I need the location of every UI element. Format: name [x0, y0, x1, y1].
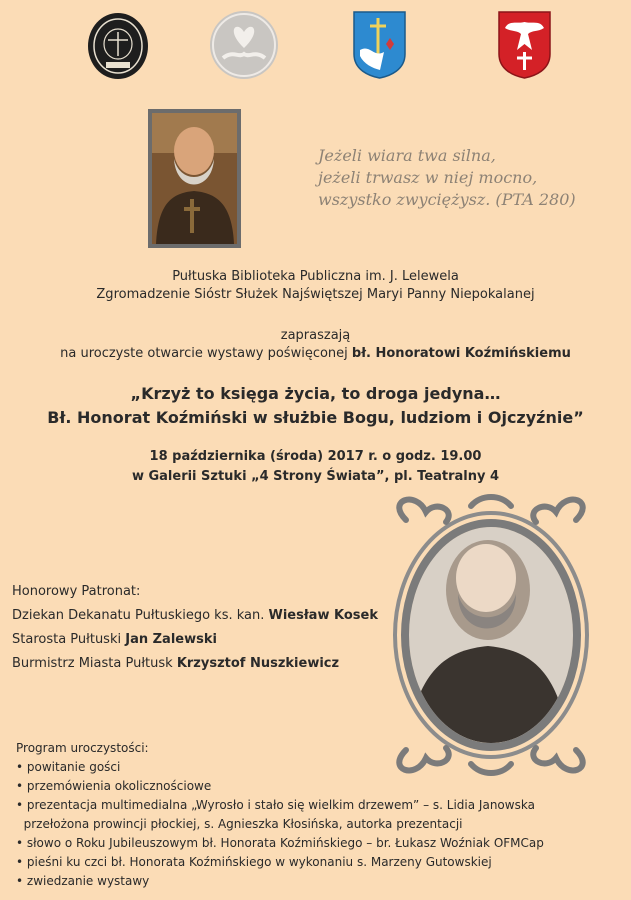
program-item-continuation: przełożona prowincji płockiej, s. Agnieszka Kłosińska, autorka prezentacji	[16, 817, 463, 831]
patron-title: Starosta Pułtuski	[12, 632, 126, 647]
blue-coat-of-arms-logo	[352, 10, 407, 80]
institution-seal-logo	[86, 10, 150, 80]
quote	[318, 145, 576, 211]
oval-portrait-frame	[376, 490, 606, 780]
program-item: • pieśni ku czci bł. Honorata Koźmińskiego w wykonaniu s. Marzeny Gutowskiej	[16, 855, 492, 869]
title-line: „Krzyż to księga życia, to droga jedyna…	[130, 384, 501, 403]
program-item: • prezentacja multimedialna „Wyrosło i stało się wielkim drzewem” – s. Lidia Janowska	[16, 798, 535, 812]
event-place: w Galerii Sztuki „4 Strony Świata”, pl. Teatralny 4	[131, 469, 500, 484]
patron-entry	[12, 604, 378, 628]
event-details	[0, 447, 631, 487]
patron-title: Dziekan Dekanatu Pułtuskiego ks. kan.	[12, 608, 269, 623]
title-line: Bł. Honorat Koźmiński w służbie Bogu, ludziom i Ojczyźnie”	[47, 408, 584, 427]
quote-line: Jeżeli wiara twa silna,	[318, 146, 496, 165]
honorary-patronage	[12, 580, 378, 676]
patron-title: Burmistrz Miasta Pułtusk	[12, 656, 177, 671]
quote-line: wszystko zwyciężysz. (PTA 280)	[318, 190, 576, 209]
invite-verb: zapraszają	[280, 328, 351, 343]
organizer-line: Pułtuska Biblioteka Publiczna im. J. Lelewela	[172, 269, 459, 284]
invite-name: bł. Honoratowi Koźmińskiemu	[351, 346, 571, 361]
program-item: • zwiedzanie wystawy	[16, 874, 150, 888]
quote-line: jeżeli trwasz w niej mocno,	[318, 168, 538, 187]
invite-text: na uroczyste otwarcie wystawy poświęconej	[60, 346, 352, 361]
event-date: 18 października (środa) 2017 r. o godz. 19.00	[149, 449, 482, 464]
patron-entry	[12, 628, 378, 652]
patron-name: Jan Zalewski	[125, 632, 217, 647]
patron-name: Wiesław Kosek	[268, 608, 378, 623]
program-item: • słowo o Roku Jubileuszowym bł. Honorata Koźmińskiego – br. Łukasz Woźniak OFMCap	[16, 836, 544, 850]
sisters-emblem-logo	[209, 10, 279, 80]
organizers	[0, 268, 631, 304]
program-item: • powitanie gości	[16, 760, 121, 774]
patronage-heading: Honorowy Patronat:	[12, 584, 141, 599]
invite-line	[0, 345, 631, 363]
invitation	[0, 327, 631, 363]
portrait-photo	[148, 109, 241, 248]
exhibition-title	[0, 382, 631, 430]
event-program	[16, 739, 544, 891]
organizer-line: Zgromadzenie Sióstr Służek Najświętszej Maryi Panny Niepokalanej	[96, 287, 535, 302]
red-coat-of-arms-logo	[497, 10, 552, 80]
program-item: • przemówienia okolicznościowe	[16, 779, 212, 793]
patron-entry	[12, 652, 378, 676]
program-heading: Program uroczystości:	[16, 741, 149, 755]
patron-name: Krzysztof Nuszkiewicz	[176, 656, 340, 671]
